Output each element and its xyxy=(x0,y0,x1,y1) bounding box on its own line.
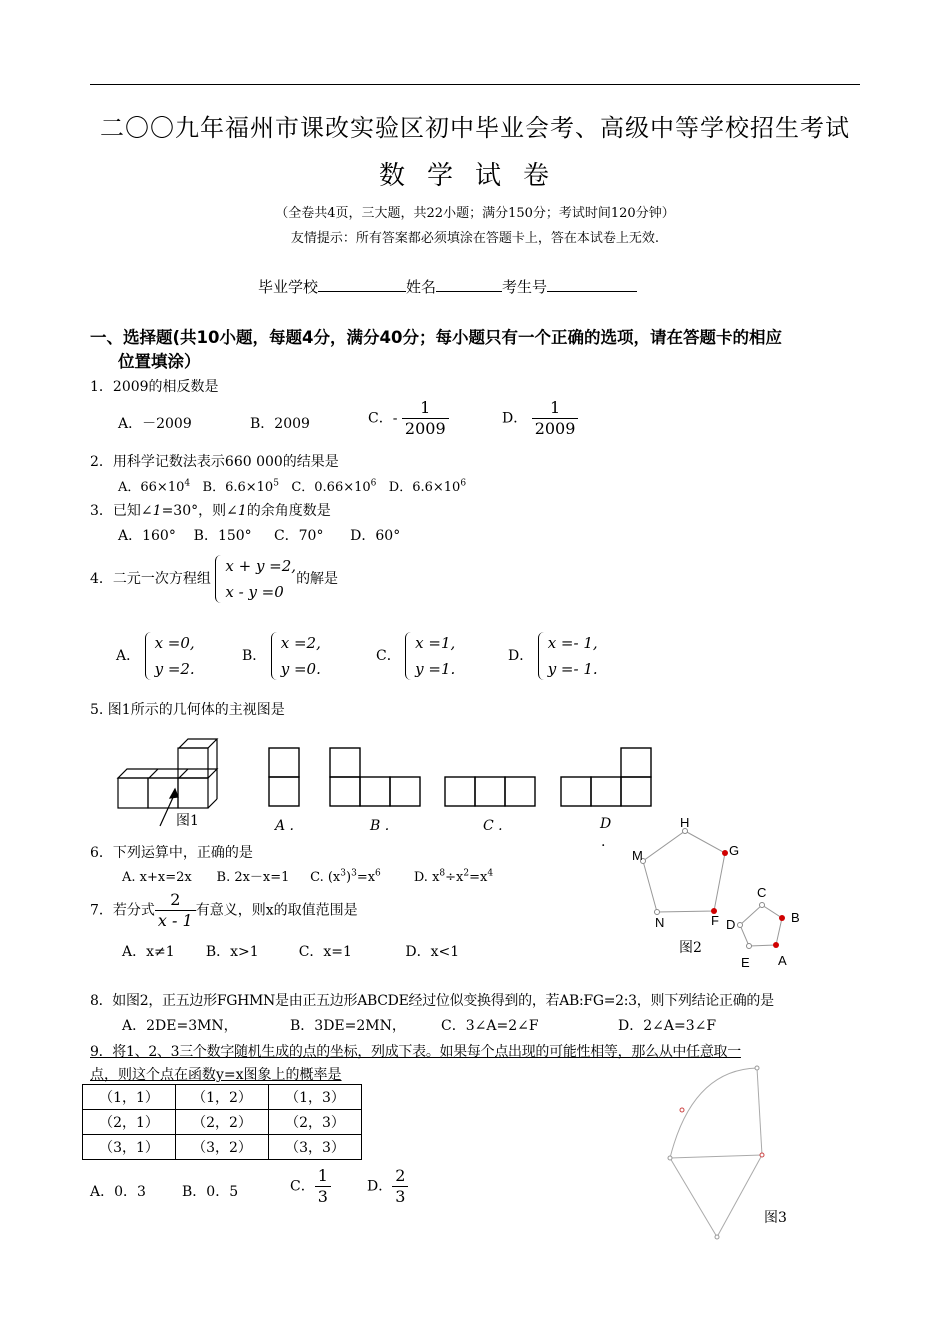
q2-a-exp: 4 xyxy=(184,478,191,489)
fig2-label-f: F xyxy=(711,913,719,928)
q2-b-exp: 5 xyxy=(273,478,279,489)
q1-c-den: 2009 xyxy=(402,418,449,439)
figure1-label: 图1 xyxy=(176,813,199,829)
q8-option-c: C．3∠A=2∠F xyxy=(441,1018,539,1034)
q4-d-label: D． xyxy=(508,648,534,664)
q4-a-label: A． xyxy=(116,648,141,664)
q9-c-prefix: C． xyxy=(290,1178,315,1195)
q2-stem: 2．用科学记数法表示660 000的结果是 xyxy=(90,454,339,470)
q6-d-e2: 2 xyxy=(463,868,470,879)
q8-option-b: B．3DE=2MN， xyxy=(290,1018,406,1034)
q9-d-den: 3 xyxy=(392,1186,408,1207)
q9-option-d xyxy=(367,1166,408,1207)
q4-c-label: C． xyxy=(376,648,401,664)
q9-d-fraction xyxy=(392,1166,408,1207)
figure1-cubes xyxy=(118,739,217,826)
figure2-label: 图2 xyxy=(679,940,702,956)
q3-angle-1: 1 xyxy=(152,503,162,519)
q4-a2: y =2. xyxy=(154,660,195,678)
q6-c-e2: 3 xyxy=(351,868,357,879)
q4-a1: x =0, xyxy=(154,634,195,652)
q8-stem: 8．如图2，正五边形FGHMN是由正五边形ABCDE经过位似变换得到的，若AB:FG=2:3，则下列结论正确的是 xyxy=(90,993,774,1009)
option-a-view xyxy=(269,748,299,806)
q7-option-c: C．x=1 xyxy=(298,944,352,960)
q1-d-prefix: D． xyxy=(502,410,528,427)
q6-option-d xyxy=(414,870,493,885)
section1-heading: 一、选择题(共10小题，每题4分，满分40分；每小题只有一个正确的选项，请在答题卡的相应 xyxy=(90,328,782,347)
fig2-label-e: E xyxy=(741,955,750,970)
q1-stem: 1．2009的相反数是 xyxy=(90,379,219,395)
q7-den: x - 1 xyxy=(155,910,196,931)
q8-option-d: D．2∠A=3∠F xyxy=(618,1018,717,1034)
q2-option-d: D．6.6×10 xyxy=(388,480,461,495)
q4-d2: y =- 1. xyxy=(547,660,598,678)
q9-coordinate-table xyxy=(82,1084,362,1160)
q4-b1: x =2, xyxy=(280,634,321,652)
exam-title: 二〇〇九年福州市课改实验区初中毕业会考、高级中等学校招生考试 xyxy=(100,114,850,142)
fig2-label-a: A xyxy=(778,953,787,968)
q6-options xyxy=(122,866,493,885)
q5-option-b: B . xyxy=(370,818,390,834)
q6-c-post: =x xyxy=(356,870,376,885)
q9-c-fraction xyxy=(315,1166,331,1207)
q4-stem-pre: 4．二元一次方程组 xyxy=(90,571,211,587)
q2-option-b: B．6.6×10 xyxy=(202,480,274,495)
q6-option-a: A. x+x=2x xyxy=(122,870,192,885)
fig2-label-h: H xyxy=(680,815,690,830)
table-cell: （3，2） xyxy=(176,1135,269,1160)
figure3-label: 图3 xyxy=(764,1210,787,1226)
exam-info: （全卷共4页，三大题，共22小题；满分150分；考试时间120分钟） xyxy=(275,206,675,221)
q9-option-c xyxy=(290,1166,331,1207)
q6-d-pre: D. x xyxy=(413,870,440,885)
q1-c-prefix: C．- xyxy=(368,410,398,427)
q9-c-num: 1 xyxy=(317,1166,328,1185)
q6-option-b: B. 2x－x=1 xyxy=(216,870,290,885)
q9-c-den: 3 xyxy=(315,1186,331,1207)
q1-d-den: 2009 xyxy=(532,418,579,439)
q9-d-num: 2 xyxy=(395,1166,406,1185)
q1-option-a: A．－2009 xyxy=(118,416,192,432)
q3-stem-mid: =30°，则∠ xyxy=(161,503,238,519)
q2-c-exp: 6 xyxy=(370,478,377,489)
exam-no-label: 考生号 xyxy=(502,278,548,296)
fig2-label-d: D xyxy=(726,917,736,932)
q2-d-exp: 6 xyxy=(460,478,467,489)
q7-stem-post: 有意义，则x的取值范围是 xyxy=(195,902,358,919)
table-cell: （2，2） xyxy=(176,1110,269,1135)
q5-option-a: A . xyxy=(275,818,295,834)
q1-c-num: 1 xyxy=(420,398,431,417)
table-cell: （3，1） xyxy=(83,1135,176,1160)
q4-stem-post: 的解是 xyxy=(296,571,339,587)
q4-c1: x =1, xyxy=(415,634,456,652)
school-label: 毕业学校 xyxy=(258,278,319,296)
q6-c-mid: ) xyxy=(346,870,352,885)
table-row xyxy=(83,1135,362,1160)
table-cell: （3，3） xyxy=(269,1135,362,1160)
q2-option-c: C．0.66×10 xyxy=(291,480,371,495)
q1-option-b: B．2009 xyxy=(250,416,310,432)
q6-stem: 6．下列运算中，正确的是 xyxy=(90,845,253,861)
q4-b2: y =0. xyxy=(280,660,321,678)
q6-d-mid: ÷x xyxy=(445,870,464,885)
exam-subtitle: 数学试卷 xyxy=(378,161,571,191)
q2-option-a: A．66×10 xyxy=(118,480,185,495)
q6-d-post: =x xyxy=(469,870,488,885)
table-cell: （1，3） xyxy=(269,1085,362,1110)
q6-c-pre: C. (x xyxy=(310,870,341,885)
q6-c-e1: 3 xyxy=(340,868,346,879)
q6-d-e1: 8 xyxy=(439,868,446,879)
q7-option-b: B．x>1 xyxy=(205,944,259,960)
q7-option-a: A．x≠1 xyxy=(122,944,175,960)
q6-c-e3: 6 xyxy=(375,868,381,879)
table-row xyxy=(83,1110,362,1135)
q3-angle-1b: 1 xyxy=(237,503,247,519)
q5-option-d-dot: . xyxy=(601,834,606,850)
q6-d-e3: 4 xyxy=(487,868,494,879)
q7-stem xyxy=(90,890,358,931)
table-cell: （2，1） xyxy=(83,1110,176,1135)
q7-options xyxy=(122,941,459,961)
q9-stem-line1: 9．将1、2、3三个数字随机生成的点的坐标，列成下表。如果每个点出现的可能性相等，那么从中任意取一 xyxy=(90,1044,741,1060)
table-cell: （1，1） xyxy=(83,1085,176,1110)
option-b-view xyxy=(330,748,420,806)
q9-option-a: A．0．3 xyxy=(90,1184,146,1200)
q7-option-d: D．x<1 xyxy=(405,944,460,960)
option-c-view xyxy=(445,777,535,806)
fig2-label-n: N xyxy=(655,915,665,930)
q5-stem: 5. 图1所示的几何体的主视图是 xyxy=(90,702,285,718)
exam-tip: 友情提示：所有答案都必须填涂在答题卡上，答在本试卷上无效. xyxy=(290,231,660,246)
q5-option-d: D xyxy=(600,816,612,832)
q7-stem-pre: 7．若分式 xyxy=(90,902,155,919)
table-cell: （2，3） xyxy=(269,1110,362,1135)
q4-eq2: x - y =0 xyxy=(225,583,284,601)
option-d-view xyxy=(561,748,651,806)
q9-stem-line2: 点，则这个点在函数y=x图象上的概率是 xyxy=(90,1067,342,1083)
q5-option-c: C . xyxy=(483,818,503,834)
fig2-label-m: M xyxy=(632,848,643,863)
table-cell: （1，2） xyxy=(176,1085,269,1110)
q4-d1: x =- 1, xyxy=(547,634,598,652)
q3-option-b: B．150° xyxy=(193,528,252,544)
q4-b-label: B． xyxy=(242,648,267,664)
fig2-label-g: G xyxy=(729,843,740,858)
q9-option-b: B．0．5 xyxy=(182,1184,239,1200)
name-label: 姓名 xyxy=(406,278,437,296)
q6-option-c xyxy=(310,870,381,885)
section1-heading-cont: 位置填涂） xyxy=(118,352,201,371)
table-row xyxy=(83,1085,362,1110)
figure3-sector xyxy=(668,1066,764,1239)
fig2-label-b: B xyxy=(791,910,800,925)
q3-stem-post: 的余角度数是 xyxy=(246,503,331,519)
fig2-label-c: C xyxy=(757,885,767,900)
q7-num: 2 xyxy=(170,890,181,909)
q3-option-c: C．70° xyxy=(273,528,324,544)
q4-c2: y =1. xyxy=(415,660,456,678)
q4-eq1: x + y =2, xyxy=(225,557,297,575)
q1-d-num: 1 xyxy=(549,398,561,417)
q3-option-d: D．60° xyxy=(350,528,401,544)
q8-option-a: A．2DE=3MN， xyxy=(122,1018,238,1034)
q7-fraction xyxy=(155,890,196,931)
q3-option-a: A．160° xyxy=(118,528,176,544)
q3-stem-pre: 3．已知∠ xyxy=(90,503,153,519)
q9-d-prefix: D． xyxy=(367,1178,393,1195)
